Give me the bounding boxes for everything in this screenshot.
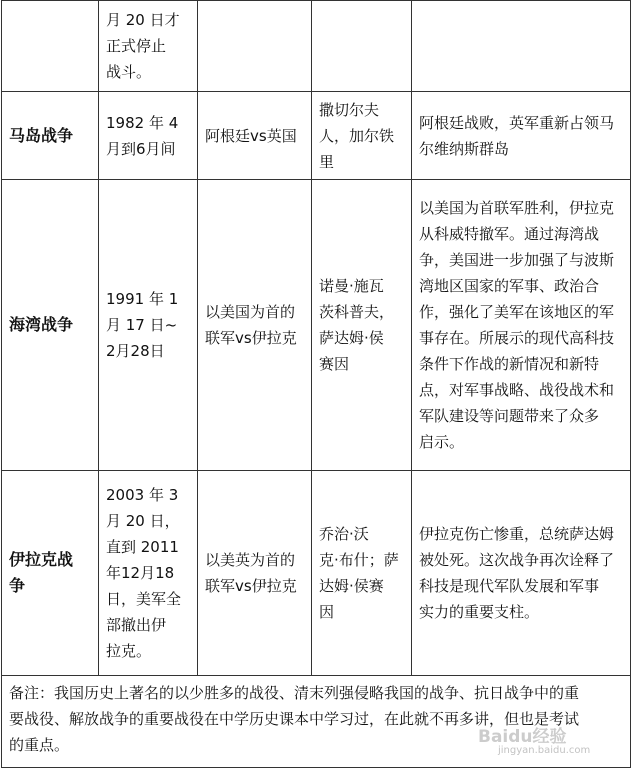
table-row xyxy=(2,1,631,92)
watermark xyxy=(478,727,628,758)
war-result-cell: 阿根廷战败，英军重新占领马 尔维纳斯群岛 xyxy=(412,92,631,180)
war-commanders-cell: 撒切尔夫 人，加尔铁 里 xyxy=(312,92,412,180)
war-sides-cell xyxy=(198,1,312,92)
watermark-logo: Baidu经验 xyxy=(478,727,567,747)
war-result-cell: 伊拉克伤亡惨重，总统萨达姆 被处死。这次战争再次诠释了 科技是现代军队发展和军事 实力的重要支柱。 xyxy=(412,471,631,676)
war-table xyxy=(1,0,631,768)
war-name-cell: 海湾战争 xyxy=(2,180,99,471)
war-time-cell: 月 20 日才 正式停止 战斗。 xyxy=(99,1,198,92)
war-sides-cell: 以美国为首的 联军vs伊拉克 xyxy=(198,180,312,471)
war-sides-cell: 阿根廷vs英国 xyxy=(198,92,312,180)
war-time-cell: 1991 年 1 月 17 日~ 2月28日 xyxy=(99,180,198,471)
war-name-cell: 马岛战争 xyxy=(2,92,99,180)
war-commanders-cell: 诺曼·施瓦 茨科普夫， 萨达姆·侯 赛因 xyxy=(312,180,412,471)
table-row xyxy=(2,92,631,180)
war-name-cell: 伊拉克战 争 xyxy=(2,471,99,676)
table-row xyxy=(2,471,631,676)
watermark-url: jingyan.baidu.com xyxy=(498,745,591,756)
war-result-cell xyxy=(412,1,631,92)
table-row xyxy=(2,180,631,471)
note-cell: 备注：我国历史上著名的以少胜多的战役、清末列强侵略我国的战争、抗日战争中的重 要战役、解放战争的重要战役在中学历史课本中学习过，在此就不再多讲，但也是考试 的重点。 xyxy=(2,676,631,768)
war-sides-cell: 以美英为首的 联军vs伊拉克 xyxy=(198,471,312,676)
war-time-cell: 1982 年 4 月到6月间 xyxy=(99,92,198,180)
war-result-cell: 以美国为首联军胜利，伊拉克 从科威特撤军。通过海湾战 争，美国进一步加强了与波斯 湾地区国家的军事、政治合 作，强化了美军在该地区的军 事存在。所展示的现代高科技 条件下作战的新情况和新特 点，对军事战略、战役战术和 军队建设等问题带来了众多 启示。 xyxy=(412,180,631,471)
war-time-cell: 2003 年 3 月 20 日， 直到 2011 年12月18 日，美军全 部撤出伊 拉克。 xyxy=(99,471,198,676)
war-commanders-cell xyxy=(312,1,412,92)
war-commanders-cell: 乔治·沃 克·布什；萨 达姆·侯赛 因 xyxy=(312,471,412,676)
war-name-cell xyxy=(2,1,99,92)
